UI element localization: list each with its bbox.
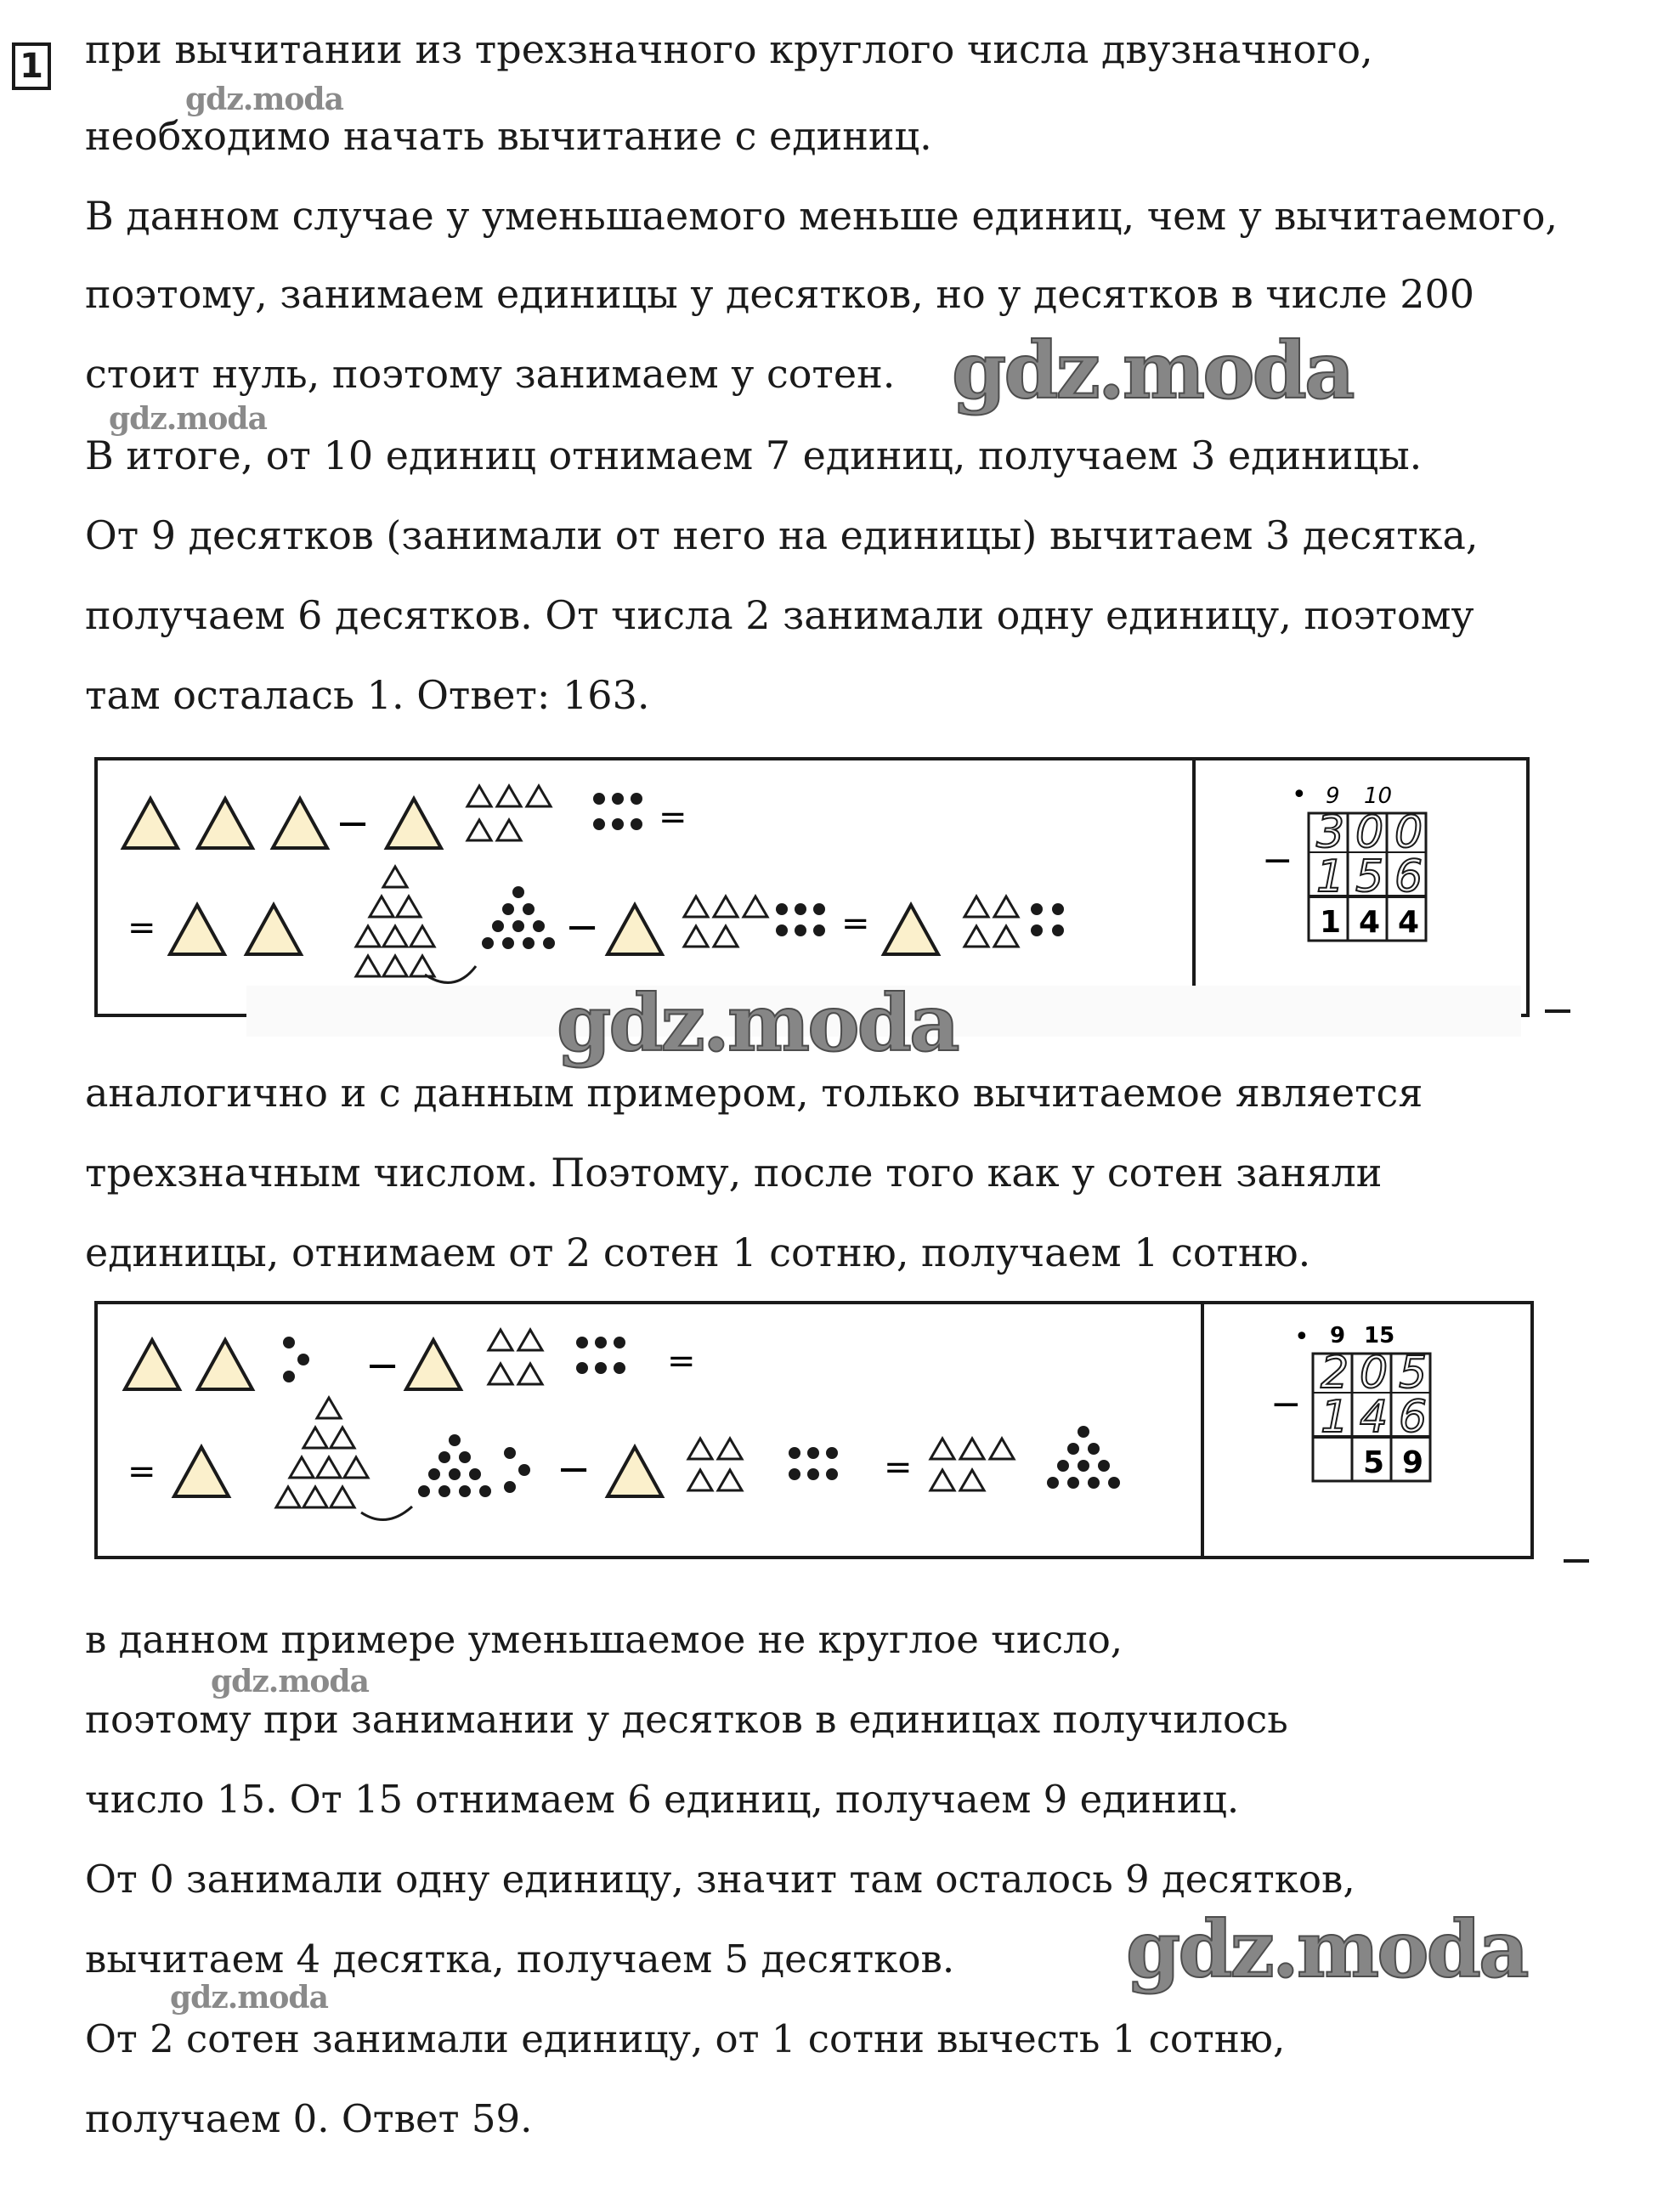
text-line: получаем 6 десятков. От числа 2 занимали одну единицу, поэтому	[85, 592, 1474, 638]
text-line: вычитаем 4 десятка, получаем 5 десятков.	[85, 1936, 955, 1982]
watermark: gdz.moda	[109, 401, 267, 437]
watermark: gdz.moda	[952, 325, 1353, 416]
text-line: От 9 десятков (занимали от него на единицы) вычитаем 3 десятка,	[85, 512, 1479, 558]
minuend-digit: 0	[1360, 1348, 1389, 1399]
dot-pyramid	[482, 886, 555, 949]
minuend-digit: 0	[1355, 807, 1384, 858]
text-line: поэтому, занимаем единицы у десятков, но у десятков в числе 200	[85, 271, 1475, 317]
dots	[776, 903, 825, 936]
borrow-arrow	[361, 1507, 412, 1520]
equals-sign: =	[127, 908, 156, 947]
big-triangle	[387, 799, 441, 848]
column-minus: −	[1270, 1382, 1302, 1426]
result-digit: 9	[1402, 1445, 1424, 1480]
text-line: при вычитании из трехзначного круглого числа двузначного,	[85, 26, 1373, 72]
big-triangle	[608, 1447, 662, 1496]
small-triangle-pyramid	[356, 867, 434, 976]
dots	[789, 1447, 838, 1480]
equals-sign: =	[667, 1342, 696, 1381]
watermark: gdz.moda	[185, 82, 343, 117]
minuend-digit: 3	[1316, 807, 1345, 858]
text-line: аналогично и с данным примером, только вычитаемое является	[85, 1070, 1423, 1116]
small-triangles	[964, 896, 1018, 947]
text-line: В итоге, от 10 единиц отнимаем 7 единиц, получаем 3 единицы.	[85, 433, 1423, 478]
big-triangle	[123, 799, 178, 848]
dot-pyramid	[418, 1434, 491, 1497]
dots	[576, 1337, 625, 1374]
big-triangle	[246, 905, 301, 954]
subtrahend-digit: 5	[1355, 851, 1384, 902]
subtrahend-digit: 6	[1394, 851, 1423, 902]
small-triangle-pyramid	[276, 1398, 368, 1507]
borrow-tens: 9	[1326, 783, 1340, 809]
result-digit: 5	[1363, 1445, 1385, 1480]
subtrahend-digit: 1	[1321, 1392, 1349, 1443]
dots	[593, 793, 642, 830]
borrow-tens: 9	[1330, 1323, 1346, 1348]
dash-mark	[1564, 1559, 1589, 1563]
borrow-dot: •	[1292, 780, 1307, 810]
borrow-ones: 15	[1364, 1323, 1395, 1348]
big-triangle	[884, 905, 938, 954]
text-line: От 0 занимали одну единицу, значит там осталось 9 десятков,	[85, 1857, 1355, 1902]
dash-mark	[1545, 1009, 1570, 1013]
equals-sign: =	[127, 1452, 156, 1491]
big-triangle	[170, 905, 224, 954]
dots	[1031, 903, 1064, 936]
borrow-ones: 10	[1364, 783, 1393, 809]
subtrahend-digit: 4	[1360, 1392, 1389, 1443]
text-line: В данном случае у уменьшаемого меньше единиц, чем у вычитаемого,	[85, 193, 1558, 239]
equals-sign: =	[884, 1448, 913, 1487]
big-triangle	[174, 1447, 229, 1496]
minuend-digit: 5	[1399, 1348, 1428, 1399]
small-triangles	[931, 1439, 1014, 1490]
watermark: gdz.moda	[557, 977, 958, 1069]
watermark: gdz.moda	[170, 1980, 328, 2016]
subtrahend-digit: 1	[1316, 851, 1345, 902]
minus-sign: −	[557, 1445, 591, 1493]
subtrahend-digit: 6	[1399, 1392, 1428, 1443]
small-triangles	[489, 1330, 542, 1384]
minus-sign: −	[336, 800, 371, 847]
minuend-digit: 0	[1394, 807, 1423, 858]
dot-pyramid	[1047, 1426, 1120, 1489]
big-triangle	[198, 799, 252, 848]
watermark: gdz.moda	[1126, 1903, 1527, 1995]
big-triangle	[273, 799, 327, 848]
text-line: необходимо начать вычитание с единиц.	[85, 113, 932, 159]
borrow-dot: •	[1294, 1322, 1309, 1352]
text-line: там осталась 1. Ответ: 163.	[85, 672, 650, 718]
minuend-digit: 2	[1321, 1348, 1349, 1399]
big-triangle	[406, 1340, 461, 1389]
dots	[504, 1447, 530, 1493]
text-line: стоит нуль, поэтому занимаем у сотен.	[85, 351, 896, 397]
result-digit: 4	[1398, 905, 1420, 940]
small-triangles	[688, 1439, 742, 1490]
text-line: число 15. От 15 отнимаем 6 единиц, получаем 9 единиц.	[85, 1777, 1240, 1822]
text-line: трехзначным числом. Поэтому, после того как у сотен заняли	[85, 1150, 1383, 1196]
text-line: поэтому при занимании у десятков в единицах получилось	[85, 1697, 1288, 1742]
equals-sign: =	[841, 904, 870, 943]
dots	[283, 1337, 309, 1382]
task-number: 1	[12, 42, 51, 90]
equals-sign: =	[659, 798, 687, 837]
figure-2	[89, 1296, 1602, 1576]
big-triangle	[608, 905, 662, 954]
minus-sign: −	[365, 1342, 400, 1389]
small-triangles	[684, 896, 767, 947]
result-digit: 4	[1359, 905, 1381, 940]
text-line: От 2 сотен занимали единицу, от 1 сотни вычесть 1 сотню,	[85, 2016, 1286, 2061]
column-minus: −	[1262, 839, 1293, 882]
big-triangle	[125, 1340, 179, 1389]
big-triangle	[198, 1340, 252, 1389]
text-line: в данном примере уменьшаемое не круглое число,	[85, 1617, 1123, 1662]
watermark: gdz.moda	[211, 1664, 369, 1699]
small-triangles	[467, 786, 551, 840]
result-digit: 1	[1320, 905, 1342, 940]
minus-sign: −	[565, 903, 600, 951]
text-line: получаем 0. Ответ 59.	[85, 2096, 533, 2141]
text-line: единицы, отнимаем от 2 сотен 1 сотню, получаем 1 сотню.	[85, 1230, 1311, 1275]
